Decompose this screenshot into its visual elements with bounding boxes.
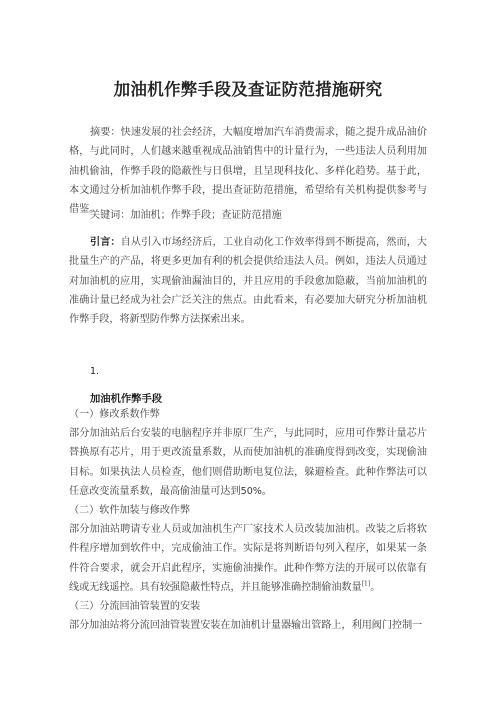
intro-label: 引言： — [90, 237, 121, 248]
subsection-2-title: （二）软件加装与修改作弊 — [69, 505, 191, 517]
subsection-3-text: 部分加油站将分流回油管装置安装在加油机计量器输出管路上，利用阀门控制一 — [69, 620, 423, 632]
subsection-1-percent: 50% — [240, 485, 262, 497]
subsection-2-text-a: 部分加油站聘请专业人员或加油机生产厂家技术人员改装加油机。改装之后将软件程序增加到软件中，完成偷油工作。实际是将判断语句列入程序，如果某一条件符合要求，就会开启此程序，实施偷油操作。此种作弊方法的开展可以依靠有线或无线遥控。具有较强隐蔽性特点，并且能够准确控制偷油数量 — [69, 524, 427, 593]
section-content — [69, 405, 427, 635]
section-number: 1. — [90, 366, 100, 377]
intro-text: 自从引入市场经济后，工业自动化工作效率得到不断提高，然而，大批量生产的产品，将更多更加有利的机会提供给违法人员。例如，违法人员通过对加油机的应用，实现偷油漏油目的，并且应用的手段愈加隐蔽，当前加油机的准确计量已经成为社会广泛关注的焦点。由此看来，有必要加大研究分析加油机作弊手段，将新型防作弊方法探索出来。 — [69, 237, 428, 326]
abstract-block — [69, 123, 427, 219]
subsection-1-text-b: 。 — [261, 485, 273, 497]
subsection-1-text-a: 部分加油站后台安装的电脑程序并非原厂生产，与此同时，应用可作弊计量芯片替换原有芯片，用于更改流量系数，从而使加油机的准确度得到改变，实现偷油目标。如果执法人员检查，他们则借助断电复位法，躲避检查。此种作弊法可以任意改变流量系数，最高偷油量可达到 — [69, 428, 427, 497]
keywords-paragraph: 关键词：加油机；作弊手段；查证防范措施 — [90, 210, 282, 221]
intro-block — [69, 233, 427, 329]
subsection-2-reference: [1] — [361, 580, 371, 588]
intro-paragraph — [69, 233, 427, 329]
subsection-1-title: （一）修改系数作弊 — [69, 409, 160, 420]
subsection-2-text-b: 。 — [370, 581, 381, 593]
document-title: 加油机作弊手段及查证防范措施研究 — [113, 80, 383, 99]
keywords-block — [69, 206, 427, 225]
abstract-paragraph: 摘要：快速发展的社会经济，大幅度增加汽车消费需求，随之提升成品油价格，与此同时，人们越来越重视成品油销售中的计量行为，一些违法人员利用加油机偷油，作弊手段的隐蔽性与日俱增，且呈现科技化、多样化趋势。基于此，本文通过分析加油机作弊手段，提出查证防范措施，希望给有关机构提供参考与借鉴。 — [69, 127, 427, 216]
section-title: 加油机作弊手段 — [90, 393, 163, 405]
subsection-3-title: （三）分流回油管装置的安装 — [69, 601, 201, 613]
subsection-1-text — [69, 424, 427, 501]
subsection-2-text — [69, 520, 427, 597]
